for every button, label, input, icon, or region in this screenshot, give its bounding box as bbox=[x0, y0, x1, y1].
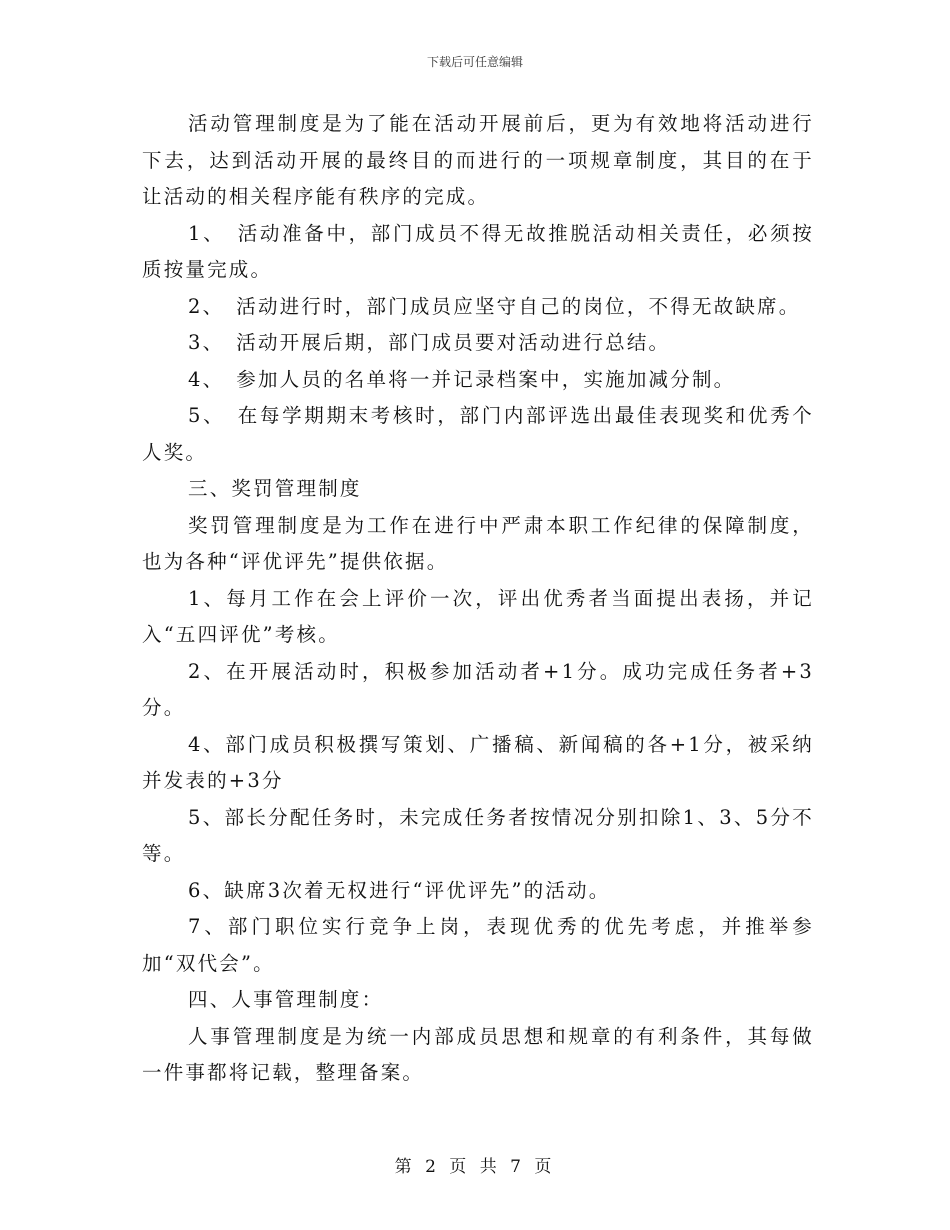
paragraph-item-3: 3、 活动开展后期，部门成员要对活动进行总结。 bbox=[188, 331, 671, 354]
paragraph-rewards-2: 2、在开展活动时，积极参加活动者+1分。成功完成任务者+3分。 bbox=[142, 659, 814, 719]
paragraph-intro: 活动管理制度是为了能在活动开展前后，更为有效地将活动进行下去，达到活动开展的最终目的而进行的一项规章制度，其目的在于让活动的相关程序能有秩序的完成。 bbox=[142, 112, 814, 208]
paragraph-personnel-intro: 人事管理制度是为统一内部成员思想和规章的有利条件，其每做一件事都将记载，整理备案。 bbox=[142, 1024, 814, 1084]
section-heading-rewards: 三、奖罚管理制度 bbox=[188, 477, 362, 500]
document-body bbox=[142, 106, 814, 1092]
paragraph-item-1: 1、 活动准备中，部门成员不得无故推脱活动相关责任，必须按质按量完成。 bbox=[142, 221, 814, 281]
paragraph-rewards-intro: 奖罚管理制度是为工作在进行中严肃本职工作纪律的保障制度，也为各种“评优评先”提供依据。 bbox=[142, 513, 814, 573]
paragraph-item-5: 5、 在每学期期末考核时，部门内部评选出最佳表现奖和优秀个人奖。 bbox=[142, 404, 814, 464]
paragraph-rewards-5: 5、部长分配任务时，未完成任务者按情况分别扣除1、3、5分不等。 bbox=[142, 805, 814, 865]
paragraph-rewards-6: 6、缺席3次着无权进行“评优评先”的活动。 bbox=[188, 878, 611, 902]
paragraph-item-4: 4、 参加人员的名单将一并记录档案中，实施加减分制。 bbox=[188, 367, 736, 391]
page-number-footer: 第 2 页 共 7 页 bbox=[394, 1157, 556, 1177]
section-heading-personnel: 四、人事管理制度： bbox=[188, 988, 384, 1011]
header-note: 下载后可任意编辑 bbox=[426, 55, 523, 69]
paragraph-rewards-7: 7、部门职位实行竞争上岗，表现优秀的优先考虑，并推举参加“双代会”。 bbox=[142, 915, 814, 975]
paragraph-rewards-4: 4、部门成员积极撰写策划、广播稿、新闻稿的各+1分，被采纳并发表的+3分 bbox=[142, 732, 814, 792]
paragraph-item-2: 2、 活动进行时，部门成员应坚守自己的岗位，不得无故缺席。 bbox=[188, 294, 801, 318]
paragraph-rewards-1: 1、每月工作在会上评价一次，评出优秀者当面提出表扬，并记入“五四评优”考核。 bbox=[142, 586, 814, 646]
